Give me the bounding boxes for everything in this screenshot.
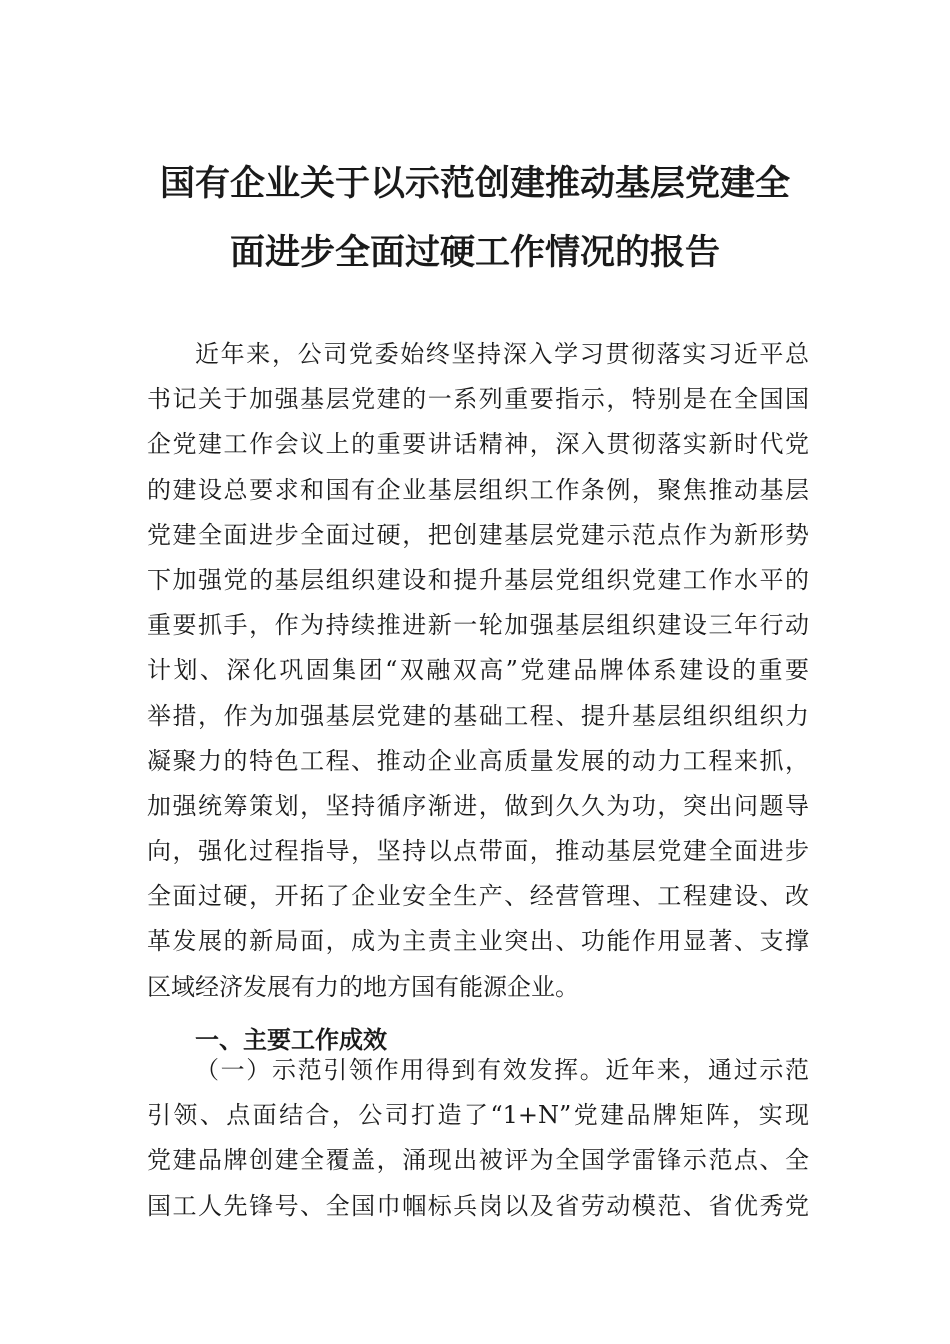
paragraph-line: 党建品牌创建全覆盖，涌现出被评为全国学雷锋示范点、全 <box>147 1146 809 1175</box>
paragraph-line: 区域经济发展有力的地方国有能源企业。 <box>147 972 579 1001</box>
paragraph-line: 下加强党的基层组织建设和提升基层党组织党建工作水平的 <box>147 565 809 594</box>
paragraph-line: 企党建工作会议上的重要讲话精神，深入贯彻落实新时代党 <box>147 430 809 459</box>
section-1-paragraph <box>147 1048 809 1229</box>
paragraph-line: 引领、点面结合，公司打造了“1+N”党建品牌矩阵，实现 <box>147 1101 809 1130</box>
section-heading: 一、主要工作成效 <box>195 1025 387 1054</box>
paragraph-line: 革发展的新局面，成为主责主业突出、功能作用显著、支撑 <box>147 927 809 956</box>
paragraph-line: 计划、深化巩固集团“双融双高”党建品牌体系建设的重要 <box>147 656 809 685</box>
paragraph-line: 全面过硬，开拓了企业安全生产、经营管理、工程建设、改 <box>147 882 809 911</box>
paragraph-line: 国工人先锋号、全国巾帼标兵岗以及省劳动模范、省优秀党 <box>147 1191 809 1220</box>
document-title-line-1: 国有企业关于以示范创建推动基层党建全 <box>159 163 790 204</box>
paragraph-line: 加强统筹策划，坚持循序渐进，做到久久为功，突出问题导 <box>147 791 809 820</box>
intro-paragraph <box>147 332 809 1010</box>
paragraph-line: 党建全面进步全面过硬，把创建基层党建示范点作为新形势 <box>147 520 809 549</box>
paragraph-line: 近年来，公司党委始终坚持深入学习贯彻落实习近平总 <box>195 340 809 368</box>
paragraph-line: （一）示范引领作用得到有效发挥。近年来，通过示范 <box>195 1056 809 1084</box>
paragraph-line: 举措，作为加强基层党建的基础工程、提升基层组织组织力 <box>147 701 809 730</box>
paragraph-line: 的建设总要求和国有企业基层组织工作条例，聚焦推动基层 <box>147 475 809 504</box>
paragraph-line: 凝聚力的特色工程、推动企业高质量发展的动力工程来抓， <box>147 746 809 775</box>
paragraph-line: 向，强化过程指导，坚持以点带面，推动基层党建全面进步 <box>147 837 809 866</box>
paragraph-line: 重要抓手，作为持续推进新一轮加强基层组织建设三年行动 <box>147 611 809 640</box>
document-title-line-2: 面进步全面过硬工作情况的报告 <box>229 232 720 273</box>
paragraph-line: 书记关于加强基层党建的一系列重要指示，特别是在全国国 <box>147 385 809 414</box>
